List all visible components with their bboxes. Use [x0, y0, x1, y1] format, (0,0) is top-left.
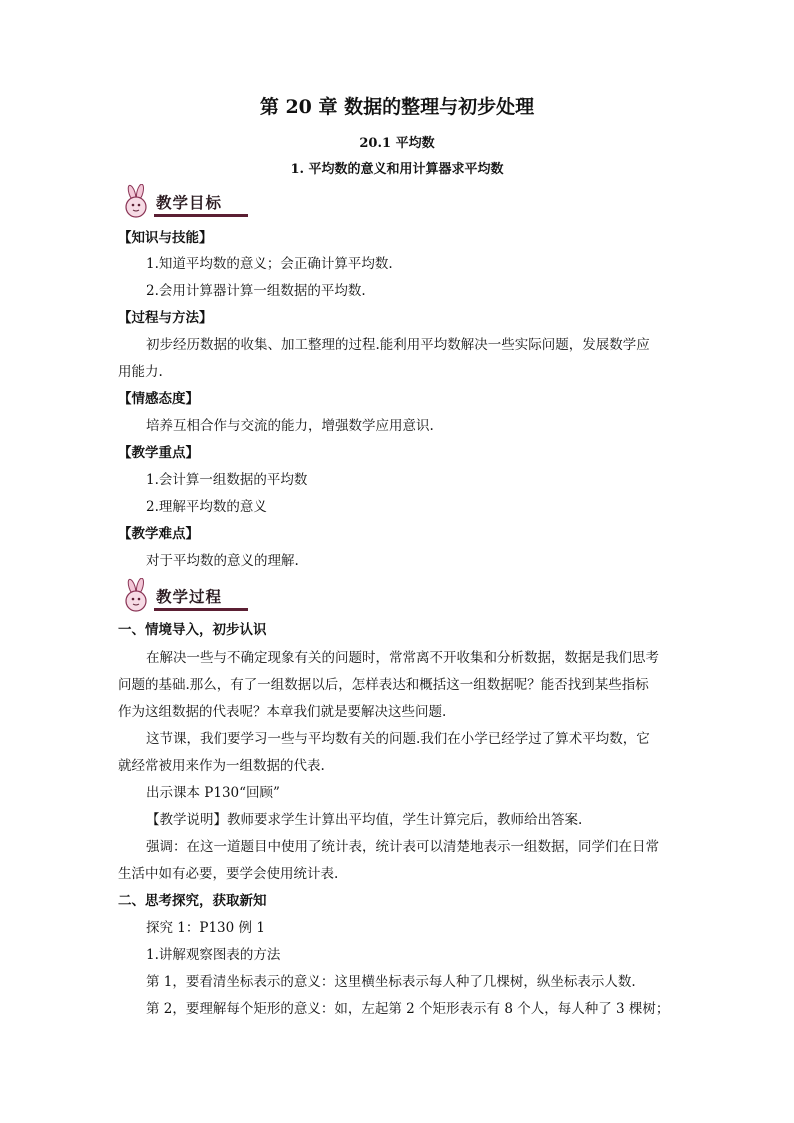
- text-line: 问题的基础.那么，有了一组数据以后，怎样表达和概括这一组数据呢？能否找到某些指标: [118, 677, 649, 693]
- text-line: 强调：在这一道题目中使用了统计表，统计表可以清楚地表示一组数据，同学们在日常: [146, 839, 659, 855]
- text-line: 出示课本 P130“回顾”: [146, 785, 280, 801]
- text-line: 1.讲解观察图表的方法: [146, 947, 281, 963]
- text-line: 培养互相合作与交流的能力，增强数学应用意识.: [146, 418, 434, 434]
- text-line: 作为这组数据的代表呢？本章我们就是要解决这些问题.: [118, 704, 447, 720]
- section-heading-1: 一、情境导入，初步认识: [118, 622, 267, 638]
- text-line: 对于平均数的意义的理解.: [146, 553, 299, 569]
- heading-difficulties: 【教学难点】: [118, 526, 199, 542]
- text-line: 探究 1：P130 例 1: [146, 920, 265, 936]
- heading-knowledge: 【知识与技能】: [118, 230, 213, 246]
- text-line: 1.会计算一组数据的平均数: [146, 472, 308, 488]
- section-heading-2: 二、思考探究，获取新知: [118, 893, 267, 909]
- badge-underline: [154, 214, 248, 217]
- text-line: 第 1，要看清坐标表示的意义：这里横坐标表示每人种了几棵树，纵坐标表示人数.: [146, 974, 636, 990]
- bunny-icon: [118, 184, 158, 220]
- section-title: 20.1 平均数: [359, 136, 435, 151]
- teaching-process-badge: [118, 578, 248, 614]
- text-line: 【教学说明】教师要求学生计算出平均值，学生计算完后，教师给出答案.: [146, 812, 583, 828]
- text-line: 在解决一些与不确定现象有关的问题时，常常离不开收集和分析数据，数据是我们思考: [146, 650, 659, 666]
- badge-underline: [154, 608, 248, 611]
- heading-key-points: 【教学重点】: [118, 445, 199, 461]
- text-line: 2.理解平均数的意义: [146, 499, 267, 515]
- text-line: 生活中如有必要，要学会使用统计表.: [118, 866, 339, 882]
- heading-attitude: 【情感态度】: [118, 391, 199, 407]
- text-line: 就经常被用来作为一组数据的代表.: [118, 758, 325, 774]
- text-line: 2.会用计算器计算一组数据的平均数.: [146, 283, 366, 299]
- badge-label: 教学过程: [156, 588, 223, 606]
- text-line: 1.知道平均数的意义；会正确计算平均数.: [146, 256, 393, 272]
- bunny-icon: [118, 578, 158, 614]
- text-line: 第 2，要理解每个矩形的意义：如，左起第 2 个矩形表示有 8 个人，每人种了 3 棵树；: [146, 1001, 670, 1017]
- subsection-title: 1. 平均数的意义和用计算器求平均数: [290, 162, 504, 177]
- text-line: 初步经历数据的收集、加工整理的过程.能利用平均数解决一些实际问题，发展数学应: [146, 337, 650, 353]
- teaching-objectives-badge: [118, 184, 248, 220]
- chapter-title: 第 20 章 数据的整理与初步处理: [259, 96, 535, 118]
- badge-label: 教学目标: [156, 194, 223, 212]
- heading-process: 【过程与方法】: [118, 310, 213, 326]
- text-line: 用能力.: [118, 364, 163, 380]
- text-line: 这节课，我们要学习一些与平均数有关的问题.我们在小学已经学过了算术平均数，它: [146, 731, 650, 747]
